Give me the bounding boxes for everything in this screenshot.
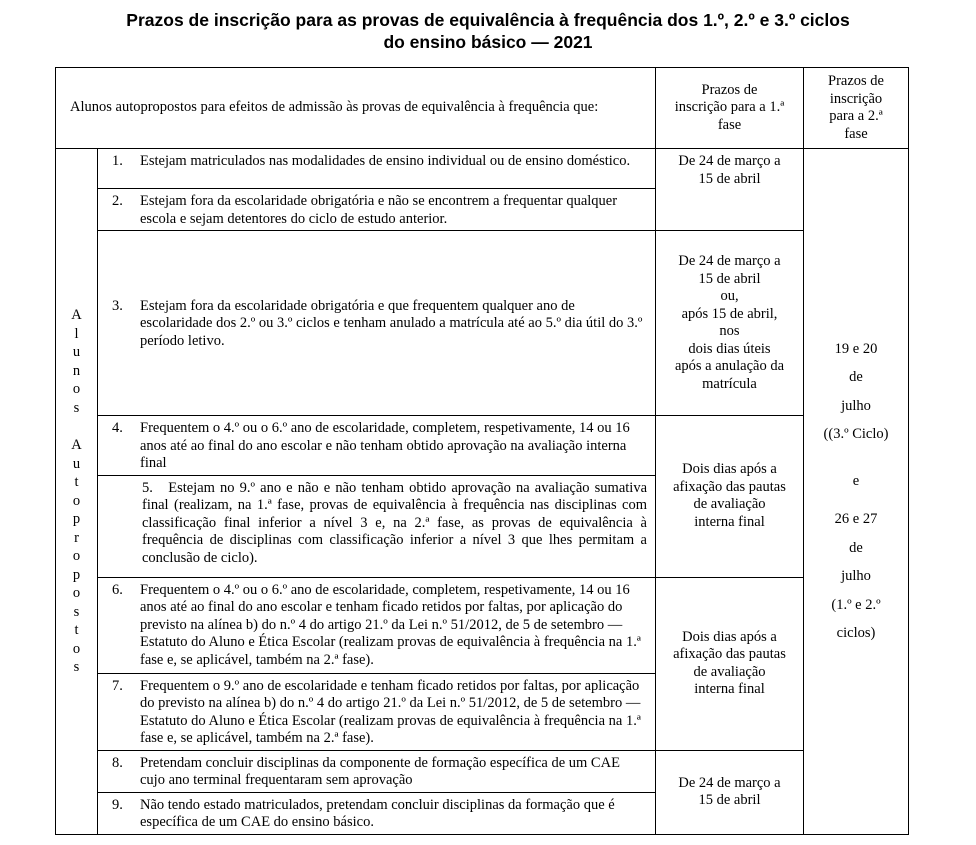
side-letter: u [72, 344, 81, 360]
header-phase2-line: inscrição [829, 90, 883, 107]
side-letter: A [71, 437, 82, 453]
item-text: Frequentem o 4.º ou o 6.º ano de escolaridade, completem, respetivamente, 14 ou 16 anos até ao final do ano escolar e não tenham obtido aprovação na avaliação interna final [140, 420, 630, 471]
item-number: 9. [112, 796, 123, 813]
deadline-line: ou, [720, 288, 739, 304]
table-row [56, 750, 909, 792]
deadline-line: e [852, 472, 860, 489]
item-text: Estejam matriculados nas modalidades de ensino individual ou de ensino doméstico. [140, 153, 631, 169]
item-number: 1. [112, 153, 123, 169]
deadline-line: após a anulação da [674, 358, 785, 374]
deadline-line: Dois dias após a [682, 628, 777, 645]
deadline-line: 15 de abril [698, 792, 761, 808]
list-item [98, 416, 656, 476]
side-letter: A [71, 307, 82, 323]
item-5-wrapper [98, 476, 655, 570]
deadline-line: nos [719, 323, 740, 339]
deadline-line: ciclos) [836, 625, 876, 642]
deadline-line: dois dias úteis [688, 340, 771, 357]
deadline-line: interna final [694, 681, 765, 697]
deadline-line: De 24 de março a [678, 153, 781, 169]
item-text: Pretendam concluir disciplinas da componente de formação específica de um CAE cujo ano terminal frequentaram sem aprovação [140, 754, 620, 788]
item-number: 4. [112, 420, 123, 436]
side-letter: o [72, 492, 81, 509]
header-phase1-line: fase [717, 116, 742, 133]
table-header-row [56, 68, 909, 149]
list-item [98, 577, 656, 673]
side-letter: p [72, 511, 81, 527]
side-label-alunos-autopropostos [56, 149, 98, 835]
side-letter: o [72, 640, 81, 657]
table-row [56, 231, 909, 416]
deadline-line: afixação das pautas [673, 478, 786, 495]
deadline-line: De 24 de março a [678, 774, 781, 791]
list-item [98, 231, 656, 416]
item-number: 7. [112, 677, 123, 694]
deadline-line: de avaliação [693, 663, 766, 680]
deadline-line: ((3.º Ciclo) [823, 426, 889, 443]
header-phase2 [804, 68, 909, 149]
side-letter: o [72, 585, 81, 601]
list-item [98, 149, 656, 189]
item-number: 6. [112, 581, 123, 598]
deadline-line: matrícula [702, 375, 757, 392]
side-letter: s [73, 659, 80, 675]
header-phase2-line: para a 2.ª [829, 108, 883, 124]
phase1-deadline-group-3 [656, 416, 804, 578]
header-phase2-line: Prazos de [828, 73, 884, 89]
list-item [98, 189, 656, 231]
phase1-deadline-group-5 [656, 750, 804, 834]
header-phase2-line: fase [844, 125, 868, 142]
item-number: 5. [142, 479, 153, 496]
side-letter: s [73, 399, 80, 416]
side-letter: t [74, 622, 79, 638]
item-text: Não tendo estado matriculados, pretendam concluir disciplinas da formação que é específica de um CAE do ensino básico. [140, 796, 615, 830]
item-text: Frequentem o 9.º ano de escolaridade e tenham ficado retidos por faltas, por aplicação do previsto na alínea b) do n.º 4 do artigo 21.º da Lei n.º 51/2012, de 5 de setembro — Estatuto do Aluno e Ética Escolar (realizam provas de equivalência à frequência na 1.ª fase e, se aplicável, também na 2.ª fase). [140, 677, 641, 746]
side-letter: o [72, 381, 81, 397]
deadline-line: afixação das pautas [673, 646, 786, 662]
side-letter: l [74, 325, 79, 342]
side-letter: r [74, 529, 79, 546]
header-phase1-line: inscrição para a 1.ª [674, 99, 785, 116]
title-line-2: do ensino básico — 2021 [383, 32, 593, 52]
list-item [98, 475, 656, 577]
deadline-line: após 15 de abril, [681, 305, 778, 322]
deadline-line: 19 e 20 [834, 340, 878, 357]
table-row [56, 416, 909, 476]
deadline-line: Dois dias após a [682, 461, 777, 478]
header-phase1 [656, 68, 804, 149]
table-row [56, 149, 909, 189]
deadline-line: julho [841, 397, 871, 414]
deadline-line: De 24 de março a [678, 253, 781, 269]
title-line-1: Prazos de inscrição para as provas de equivalência à frequência dos 1.º, 2.º e 3.º ciclos [126, 10, 850, 30]
deadline-line: 15 de abril [698, 170, 761, 187]
item-number: 3. [112, 297, 123, 314]
list-item [98, 673, 656, 750]
side-letter: o [72, 548, 81, 564]
item-number: 2. [112, 193, 123, 209]
list-item [98, 792, 656, 834]
item-text: Estejam no 9.º ano e não e não tenham obtido aprovação na avaliação sumativa final (realizam, na 1.ª fase, provas de equivalência à frequência nas disciplinas com classificação final inferior a nível 3 e, na 2.ª fase, as provas de equivalência à frequência de disciplinas com classificação inferior a nível 3 que lhes permitam a conclusão de ciclo). [142, 479, 648, 566]
item-text: Estejam fora da escolaridade obrigatória e que frequentem qualquer ano de escolaridade dos 2.º ou 3.º ciclos e tenham anulado a matrícula até ao 5.º dia útil do 3.º período letivo. [140, 297, 643, 349]
phase1-deadline-group-1 [656, 149, 804, 231]
deadline-line: de avaliação [693, 496, 766, 513]
phase1-deadline-group-2 [656, 231, 804, 416]
table-row [56, 577, 909, 673]
deadlines-table [55, 67, 909, 835]
item-text: Estejam fora da escolaridade obrigatória e não se encontrem a frequentar qualquer escola e sejam detentores do ciclo de estudo anterior. [140, 193, 618, 227]
side-letter: u [72, 455, 81, 472]
item-text: Frequentem o 4.º ou o 6.º ano de escolaridade, completem, respetivamente, 14 ou 16 anos até ao final do ano escolar e tenham ficado retidos por faltas, por aplicação do previsto na alínea b) do n.º 4 do artigo 21.º da Lei n.º 51/2012, de 5 de setembro — Estatuto do Aluno e Ética Escolar (realizam provas de equivalência à frequência na 1.ª fase e, se aplicável, também na 2.ª fase). [140, 581, 641, 668]
deadline-line: 26 e 27 [834, 511, 878, 528]
side-letter: n [72, 362, 81, 379]
deadline-line: julho [841, 568, 871, 585]
deadline-line: de [849, 539, 863, 556]
header-students: Alunos autopropostos para efeitos de admissão às provas de equivalência à frequência que: [56, 68, 656, 149]
side-letter: t [74, 474, 79, 490]
item-number: 8. [112, 754, 123, 771]
deadline-line: de [849, 369, 863, 386]
page-title [0, 9, 976, 53]
phase1-deadline-group-4 [656, 577, 804, 750]
header-phase1-line: Prazos de [701, 81, 758, 98]
phase2-deadline [804, 149, 909, 835]
deadline-line: (1.º e 2.º [831, 596, 881, 613]
side-letter: p [72, 566, 81, 583]
deadline-line: 15 de abril [698, 270, 761, 287]
side-letter: s [73, 603, 80, 620]
list-item [98, 750, 656, 792]
deadline-line: interna final [694, 513, 765, 530]
